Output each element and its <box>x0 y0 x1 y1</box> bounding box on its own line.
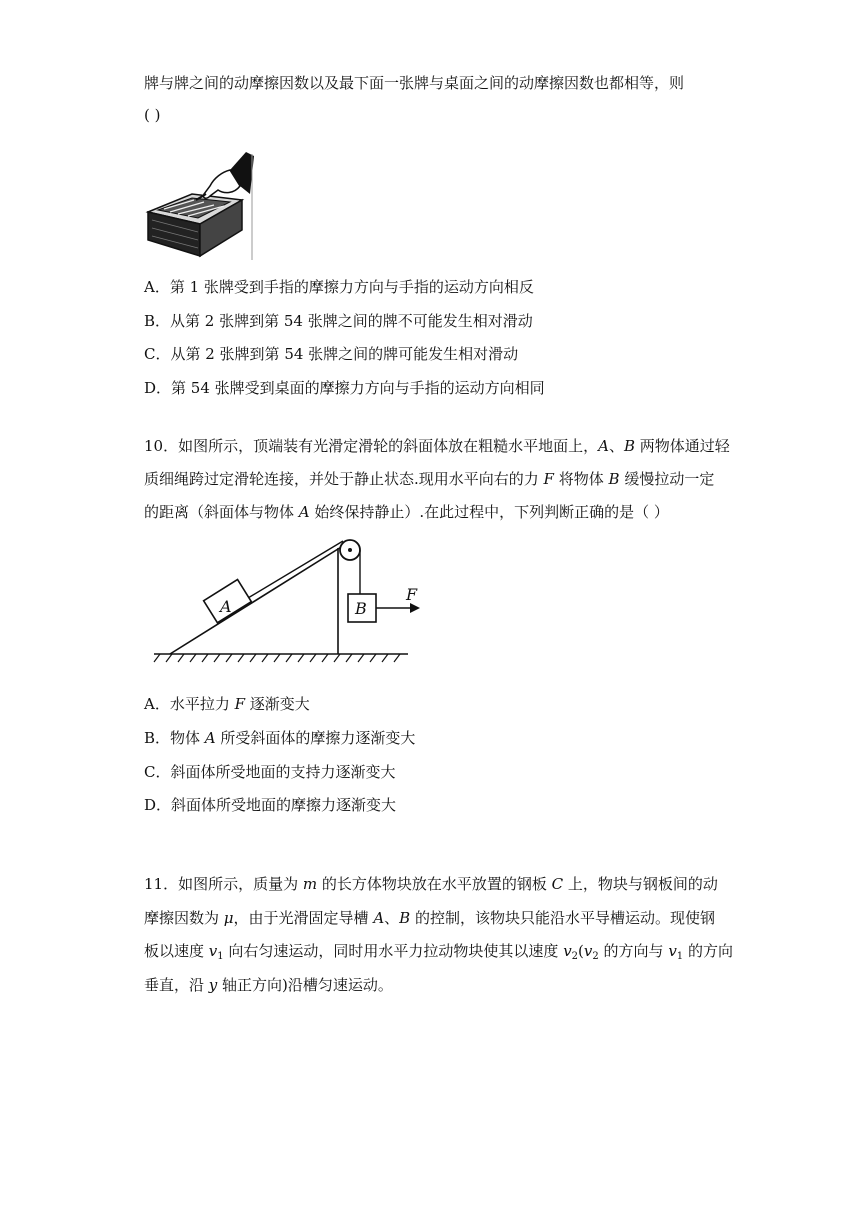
ground-hatching <box>154 654 400 662</box>
q11-stem-line2: 摩擦因数为 μ，由于光滑固定导槽 A、B 的控制，该物块只能沿水平导槽运动。现使钢 <box>144 909 715 927</box>
q10-option-b: B．物体 A 所受斜面体的摩擦力逐渐变大 <box>144 729 416 747</box>
q11-stem-line1: 11．如图所示，质量为 m 的长方体物块放在水平放置的钢板 C 上，物块与钢板间的动 <box>144 875 718 893</box>
q9-option-c: C．从第 2 张牌到第 54 张牌之间的牌可能发生相对滑动 <box>144 345 519 363</box>
q10-incline-pulley-figure <box>150 530 440 680</box>
q11-stem-line3: 板以速度 $v_1$ 向右匀速运动，同时用水平力拉动物块使其以速度 $v_2(v_2$ 的方向与 $v_1$ 的方向 <box>144 942 733 962</box>
q10-option-a: A．水平拉力 F 逐渐变大 <box>144 695 310 713</box>
q10-option-c: C．斜面体所受地面的支持力逐渐变大 <box>144 763 396 781</box>
q9-option-a: A．第 1 张牌受到手指的摩擦力方向与手指的运动方向相反 <box>144 278 534 296</box>
q9-option-d: D．第 54 张牌受到桌面的摩擦力方向与手指的运动方向相同 <box>144 379 545 397</box>
rope-to-a <box>248 541 343 598</box>
force-label: F <box>406 585 418 604</box>
q9-card-deck-figure <box>144 150 256 262</box>
q10-option-d: D．斜面体所受地面的摩擦力逐渐变大 <box>144 796 397 814</box>
block-a-label: A <box>220 597 232 616</box>
q9-intro-line: 牌与牌之间的动摩擦因数以及最下面一张牌与桌面之间的动摩擦因数也都相等，则 <box>144 74 685 92</box>
q10-stem-line3: 的距离（斜面体与物体 A 始终保持静止）.在此过程中，下列判断正确的是（ ） <box>144 503 669 521</box>
q11-stem-line4: 垂直，沿 y 轴正方向)沿槽匀速运动。 <box>144 976 393 994</box>
q10-stem-line2: 质细绳跨过定滑轮连接，并处于静止状态.现用水平向右的力 F 将物体 B 缓慢拉动一定 <box>144 470 715 488</box>
q10-stem-line1: 10．如图所示，顶端装有光滑定滑轮的斜面体放在粗糙水平地面上，A、B 两物体通过轻 <box>144 437 730 455</box>
incline-surface <box>170 544 346 654</box>
q9-option-b: B．从第 2 张牌到第 54 张牌之间的牌不可能发生相对滑动 <box>144 312 533 330</box>
block-b-label: B <box>355 599 367 618</box>
q9-answer-blank: ( ) <box>144 106 161 124</box>
